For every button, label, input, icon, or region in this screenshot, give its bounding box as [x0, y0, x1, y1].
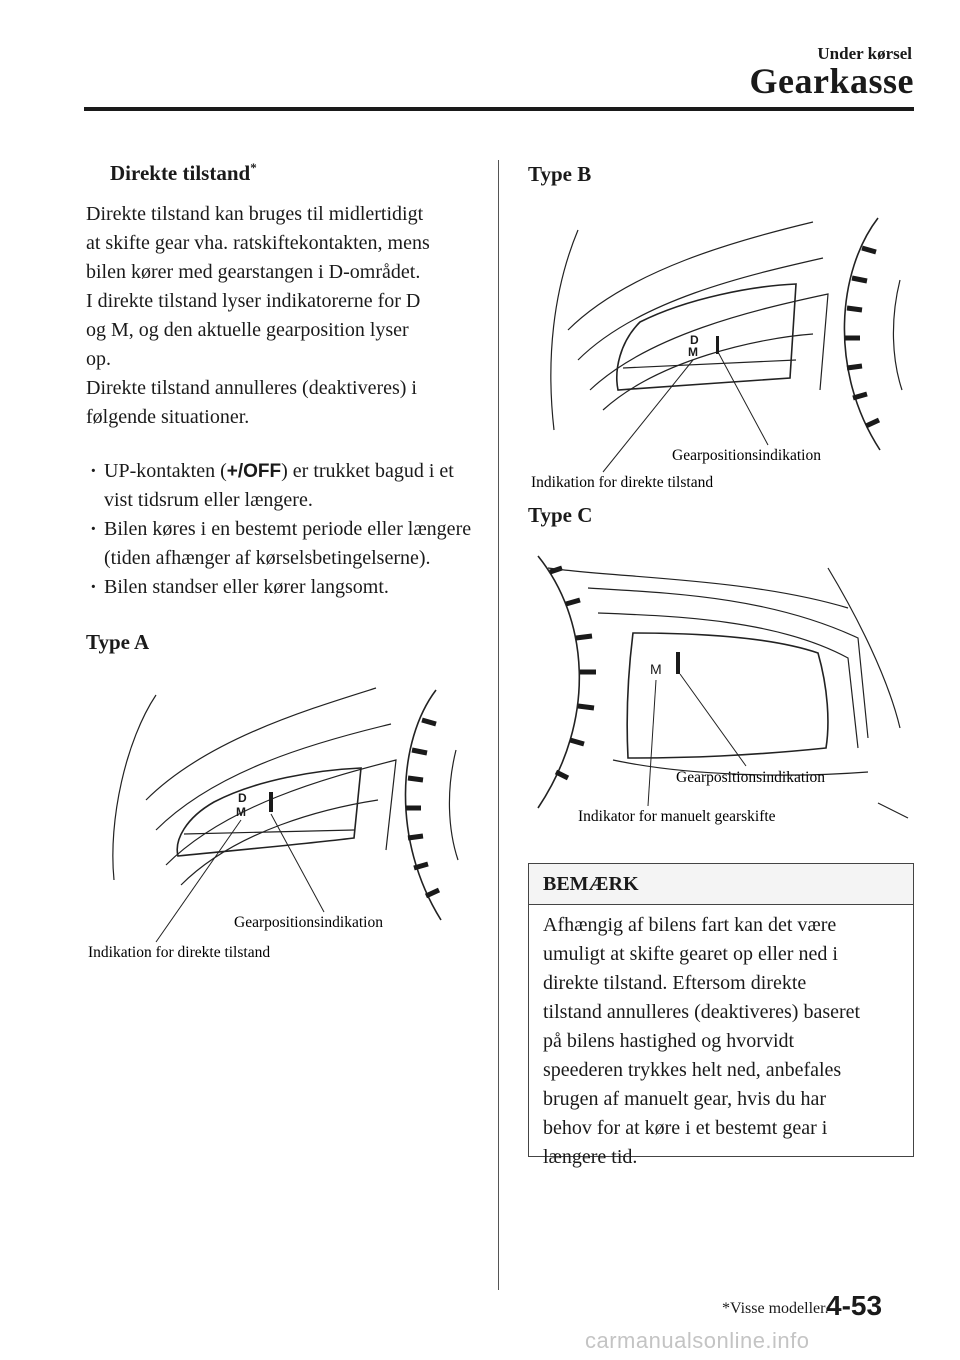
- note-box: [528, 863, 914, 1168]
- direct-mode-m-indicator: M: [688, 345, 698, 359]
- figure-label-type-c: Type C: [528, 503, 593, 527]
- note-line: speederen trykkes helt ned, anbefales: [543, 1059, 842, 1081]
- callout-direct-mode: Indikation for direkte tilstand: [88, 944, 271, 961]
- callout-gear-position: Gearpositionsindikation: [234, 914, 383, 931]
- intro-paragraph: [86, 200, 481, 432]
- callout-gear-position: Gearpositionsindikation: [672, 447, 821, 464]
- direct-mode-d-indicator: D: [690, 333, 699, 347]
- watermark: carmanualsonline.info: [585, 1328, 810, 1353]
- list-item-text: UP-kontakten (: [104, 460, 227, 482]
- up-switch-symbol: +/OFF: [226, 461, 282, 482]
- cluster-illustration-type-b: [528, 210, 918, 500]
- callout-direct-mode: Indikation for direkte tilstand: [531, 474, 714, 491]
- column-divider: [498, 160, 499, 1290]
- note-line: tilstand annulleres (deaktiveres) baseret: [543, 1001, 861, 1023]
- list-item: · Bilen køres i en bestemt periode eller længere (tiden afhænger af kørselsbetingelserne).: [86, 515, 481, 573]
- list-item: [86, 457, 481, 515]
- list-item-text: ) er trukket bagud i et vist tidsrum eller længere.: [104, 460, 454, 511]
- intro-line: I direkte tilstand lyser indikatorerne for D: [86, 290, 421, 312]
- leader-line: [648, 680, 656, 806]
- intro-line: op.: [86, 348, 111, 370]
- direct-mode-m-indicator: M: [236, 805, 246, 819]
- intro-line: og M, og den aktuelle gearposition lyser: [86, 319, 409, 341]
- section-heading: Under kørsel: [817, 44, 912, 63]
- figure-label-type-b: Type B: [528, 162, 592, 186]
- footnote: *Visse modeller.: [722, 1300, 829, 1317]
- note-line: brugen af manuelt gear, hvis du har: [543, 1088, 826, 1110]
- callout-gear-position: Gearpositionsindikation: [676, 769, 825, 786]
- leader-line: [680, 674, 746, 766]
- note-line: længere tid.: [543, 1146, 638, 1168]
- note-line: direkte tilstand. Eftersom direkte: [543, 972, 807, 994]
- intro-line: følgende situationer.: [86, 406, 250, 428]
- gear-position-segment: [269, 792, 273, 812]
- leader-line: [271, 814, 324, 912]
- leader-line: [718, 352, 768, 445]
- intro-line: at skifte gear vha. ratskiftekontakten, mens: [86, 232, 430, 254]
- section-title-text: Direkte tilstand: [110, 161, 251, 185]
- gear-position-segment: [716, 336, 719, 354]
- cluster-illustration-type-a: [86, 680, 486, 970]
- note-line: på bilens hastighed og hvorvidt: [543, 1030, 795, 1052]
- cancel-conditions-list: [86, 457, 481, 602]
- intro-line: Direkte tilstand kan bruges til midlertidigt: [86, 203, 424, 225]
- note-line: behov for at køre i et bestemt gear i: [543, 1117, 828, 1139]
- cluster-illustration-type-c: [528, 548, 918, 838]
- intro-line: bilen kører med gearstangen i D-området.: [86, 261, 421, 283]
- direct-mode-d-indicator: D: [238, 791, 247, 805]
- note-heading: BEMÆRK: [529, 864, 913, 905]
- header-rule: [84, 107, 914, 111]
- figure-label-type-a: Type A: [86, 630, 150, 654]
- manual-mode-m-indicator: M: [650, 661, 662, 677]
- note-body: [529, 905, 913, 1172]
- callout-manual-shift: Indikator for manuelt gearskifte: [578, 808, 776, 825]
- section-title: [110, 160, 257, 186]
- note-line: Afhængig af bilens fart kan det være: [543, 914, 837, 936]
- list-item: · Bilen standser eller kører langsomt.: [86, 573, 481, 602]
- note-line: umuligt at skifte gearet op eller ned i: [543, 943, 838, 965]
- footnote-marker: *: [250, 160, 257, 175]
- chapter-title: Gearkasse: [749, 61, 914, 101]
- page-number: 4-53: [826, 1290, 883, 1321]
- gear-position-segment: [676, 652, 680, 674]
- intro-line: Direkte tilstand annulleres (deaktiveres) i: [86, 377, 417, 399]
